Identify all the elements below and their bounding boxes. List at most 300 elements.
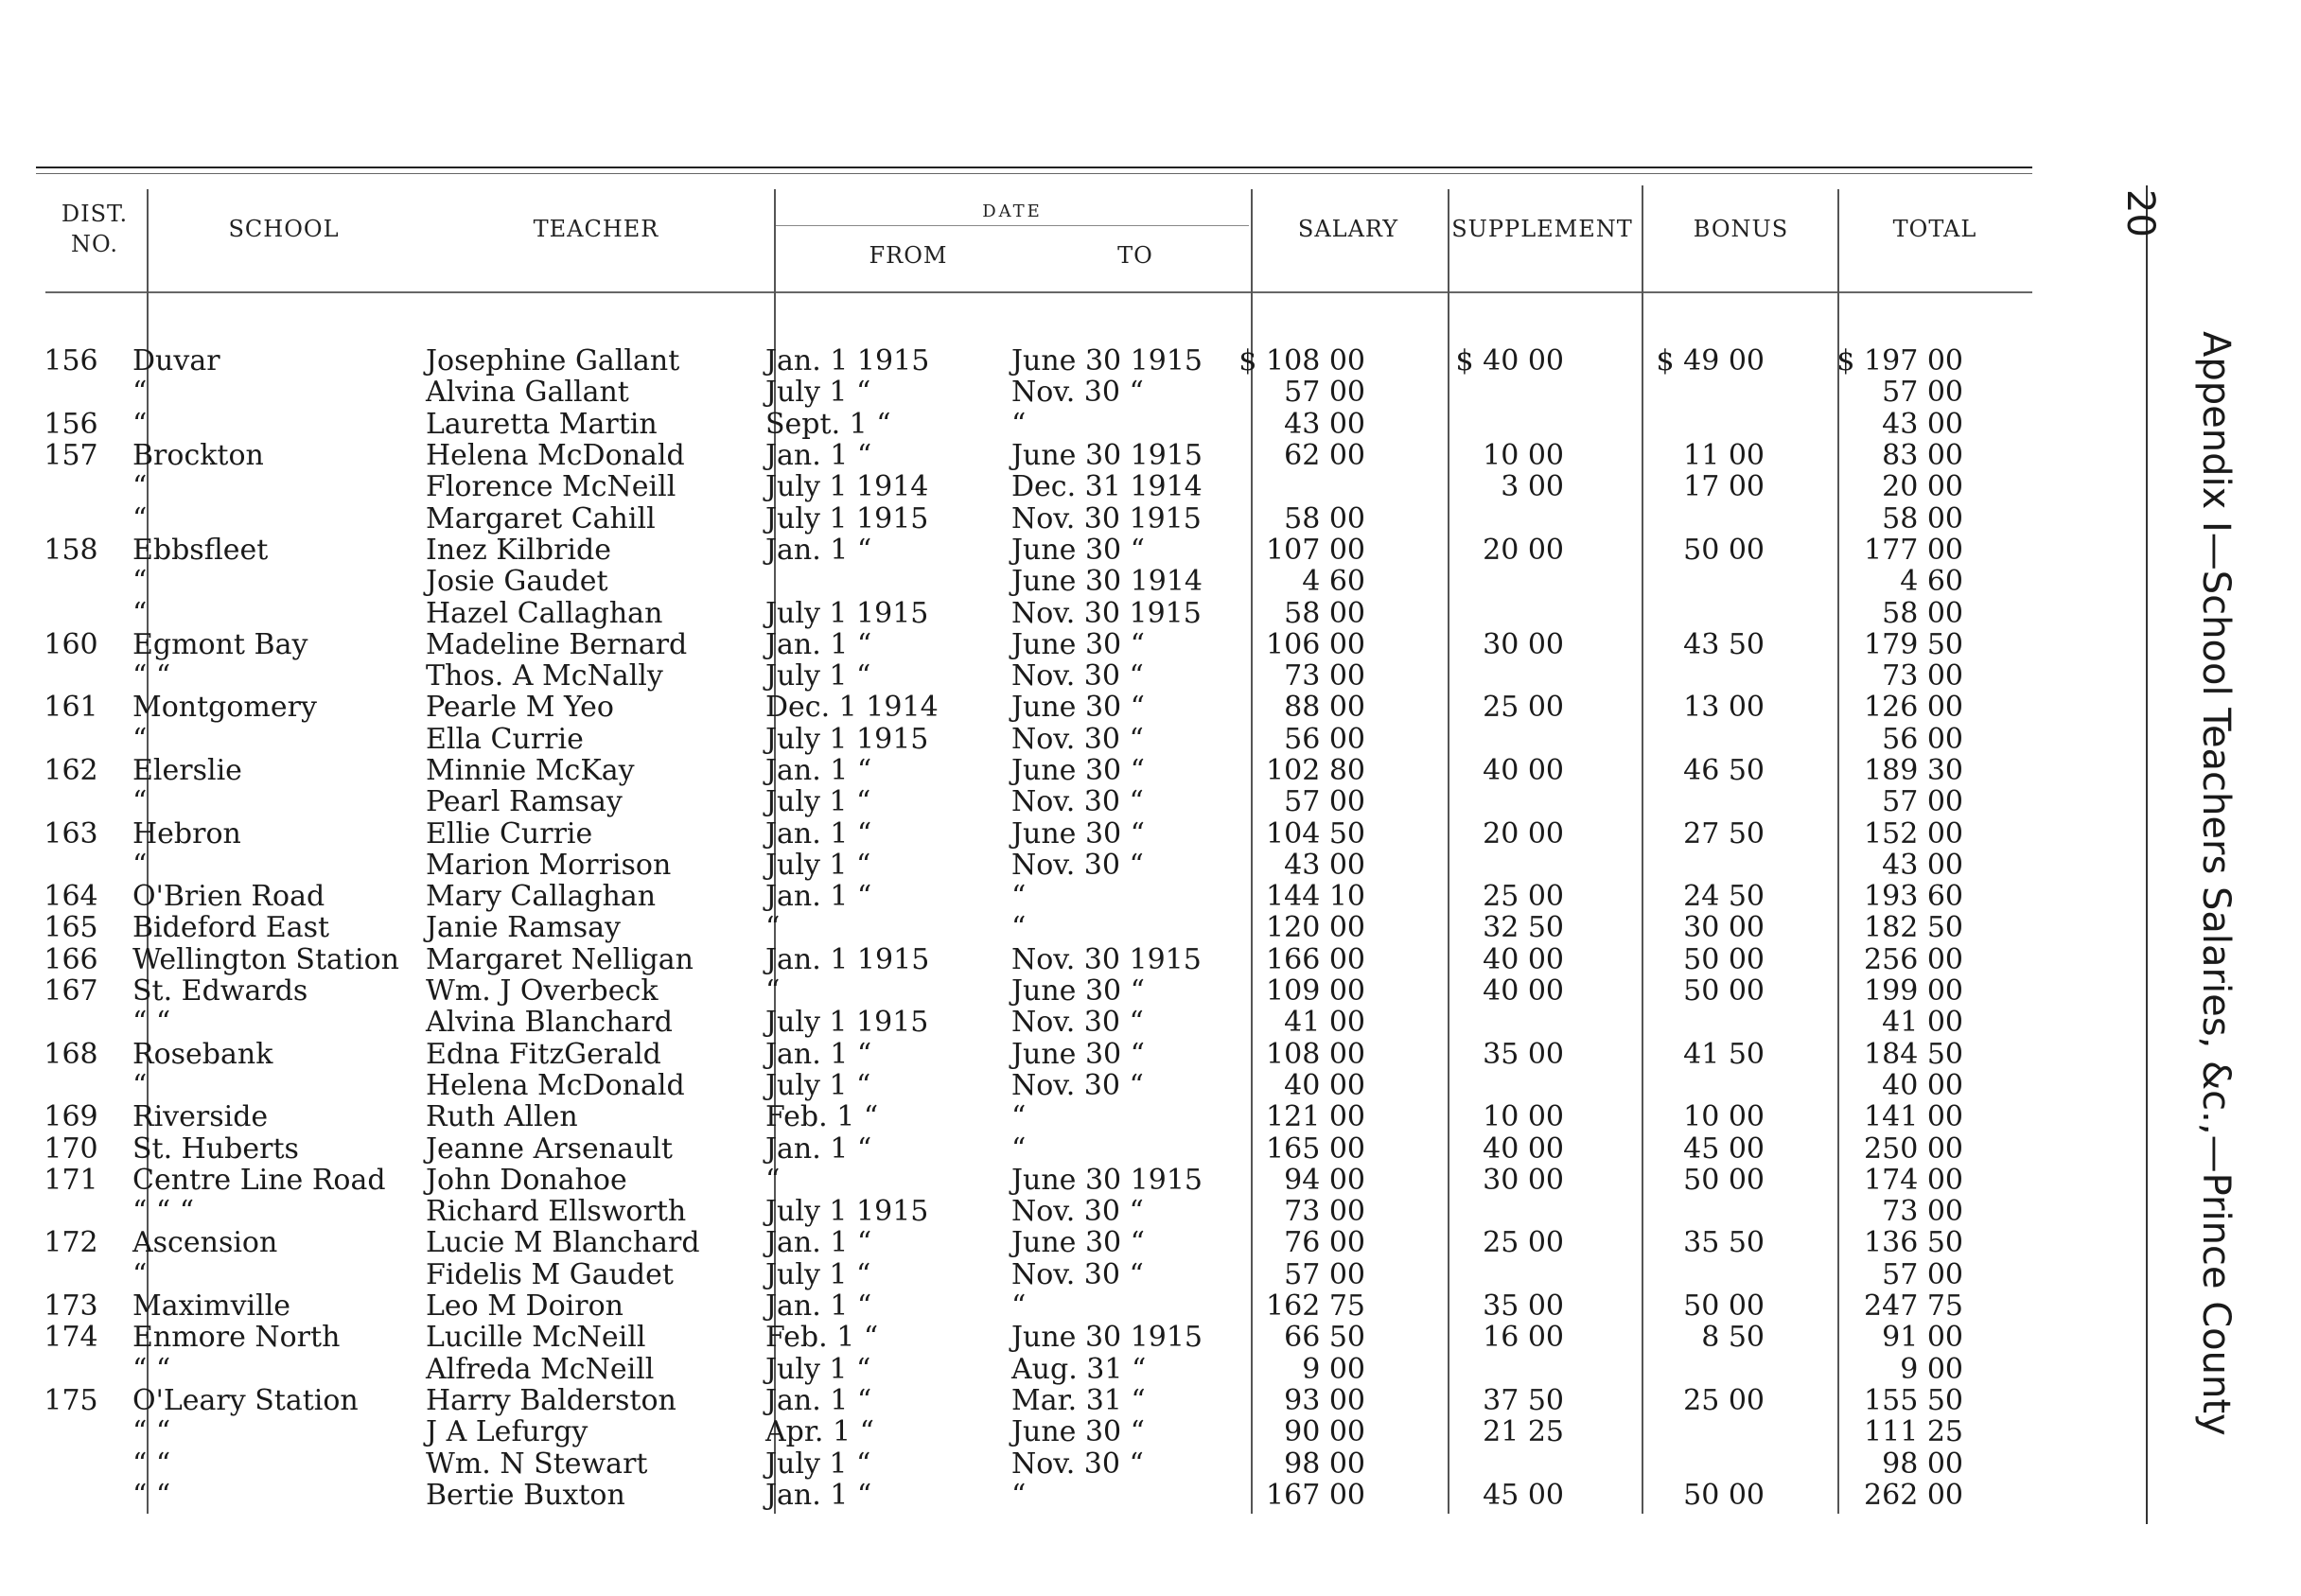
salary-cell: 90 00 xyxy=(1284,1415,1365,1449)
school-cell: “ “ “ xyxy=(132,1195,195,1229)
supplement-cell: 20 00 xyxy=(1483,533,1564,567)
salary-cell: 94 00 xyxy=(1284,1163,1365,1197)
bonus-cell xyxy=(1564,786,1765,817)
dist-no-cell xyxy=(0,660,123,692)
date-to-cell: June 30 1915 xyxy=(1011,1163,1203,1197)
teacher-cell: J A Lefurgy xyxy=(426,1415,588,1449)
dist-no-cell xyxy=(0,566,123,597)
supplement-cell: 37 50 xyxy=(1483,1383,1564,1417)
school-cell: St. Edwards xyxy=(132,974,308,1008)
salary-cell: 43 00 xyxy=(1284,848,1365,882)
school-cell: Ebbsfleet xyxy=(132,533,269,567)
table-row xyxy=(0,1322,1963,1353)
date-from-cell: Jan. 1 “ xyxy=(765,1226,872,1260)
table-row xyxy=(0,881,1963,912)
date-to-cell: Nov. 30 “ xyxy=(1011,848,1144,882)
total-cell: 57 00 xyxy=(1882,1257,1963,1291)
salary-cell: 56 00 xyxy=(1284,722,1365,756)
total-cell: 56 00 xyxy=(1882,722,1963,756)
teacher-cell: Florence McNeill xyxy=(426,470,676,504)
supplement-cell xyxy=(1365,850,1564,881)
teacher-cell: Harry Balderston xyxy=(426,1383,676,1417)
teacher-cell: Thos. A McNally xyxy=(426,659,663,693)
bonus-cell xyxy=(1564,409,1765,440)
supplement-cell: 25 00 xyxy=(1483,880,1564,914)
salary-cell: 104 50 xyxy=(1266,816,1365,851)
dist-no-cell xyxy=(0,1259,123,1290)
salary-cell: 144 10 xyxy=(1266,880,1365,914)
salary-cell: 58 00 xyxy=(1284,501,1365,535)
salary-cell: 62 00 xyxy=(1284,439,1365,473)
supplement-cell: 30 00 xyxy=(1483,1163,1564,1197)
total-cell: $ 197 00 xyxy=(1836,344,1963,378)
date-to-cell: Nov. 30 “ xyxy=(1011,1195,1144,1229)
date-from-cell: Jan. 1 1915 xyxy=(765,344,930,378)
date-to-cell: June 30 “ xyxy=(1011,754,1146,787)
dist-no-cell: 173 xyxy=(44,1289,98,1324)
teacher-cell: Pearle M Yeo xyxy=(426,691,614,725)
table-row xyxy=(0,629,1963,660)
supplement-cell: 45 00 xyxy=(1483,1478,1564,1512)
total-cell: 43 00 xyxy=(1882,407,1963,441)
salary-cell: 41 00 xyxy=(1284,1006,1365,1040)
date-to-cell: “ xyxy=(1011,1478,1027,1512)
table-row xyxy=(0,1132,1963,1164)
date-from-cell: “ xyxy=(765,974,781,1008)
salary-cell: 93 00 xyxy=(1284,1383,1365,1417)
table-row xyxy=(0,692,1963,723)
supplement-cell xyxy=(1365,566,1564,597)
dist-no-cell: 161 xyxy=(44,691,98,725)
dist-no-cell xyxy=(0,1480,123,1511)
school-cell: Hebron xyxy=(132,816,241,851)
school-cell: “ “ xyxy=(132,1447,171,1481)
bonus-cell: 27 50 xyxy=(1683,816,1765,851)
date-to-cell: June 30 “ xyxy=(1011,1415,1146,1449)
header-dist-no xyxy=(38,199,151,259)
date-from-cell: July 1 “ xyxy=(765,659,871,693)
table-row xyxy=(0,755,1963,786)
bonus-cell: 30 00 xyxy=(1683,911,1765,945)
table-row xyxy=(0,502,1963,534)
date-from-cell: Jan. 1 “ xyxy=(765,439,872,473)
bonus-cell: 17 00 xyxy=(1683,470,1765,504)
supplement-cell: 25 00 xyxy=(1483,1226,1564,1260)
supplement-cell: 40 00 xyxy=(1483,1131,1564,1166)
dist-no-cell xyxy=(0,1416,123,1447)
salary-cell: 88 00 xyxy=(1284,691,1365,725)
bonus-cell: 13 00 xyxy=(1683,691,1765,725)
dist-no-cell xyxy=(0,597,123,628)
bonus-cell xyxy=(1564,1447,1765,1479)
table-row xyxy=(0,1290,1963,1322)
school-cell: “ “ xyxy=(132,1478,171,1512)
salary-cell: 66 50 xyxy=(1284,1321,1365,1355)
table-row xyxy=(0,1227,1963,1258)
bonus-cell: 50 00 xyxy=(1683,942,1765,976)
salary-cell: 98 00 xyxy=(1284,1447,1365,1481)
school-cell: O'Leary Station xyxy=(132,1383,359,1417)
dist-no-cell xyxy=(0,724,123,755)
dist-no-cell xyxy=(0,1070,123,1101)
school-cell: Brockton xyxy=(132,439,264,473)
supplement-cell: 32 50 xyxy=(1483,911,1564,945)
school-cell: Rosebank xyxy=(132,1037,273,1071)
table-row xyxy=(0,440,1963,471)
bonus-cell: 50 00 xyxy=(1683,974,1765,1008)
table-row xyxy=(0,471,1963,502)
date-to-cell: June 30 “ xyxy=(1011,627,1146,661)
date-from-cell: Jan. 1 “ xyxy=(765,754,872,787)
bonus-cell xyxy=(1564,724,1765,755)
table-row xyxy=(0,975,1963,1007)
supplement-cell xyxy=(1365,502,1564,534)
date-from-cell: July 1 1915 xyxy=(765,1195,929,1229)
teacher-cell: Bertie Buxton xyxy=(426,1478,625,1512)
teacher-cell: Leo M Doiron xyxy=(426,1289,624,1324)
teacher-cell: Margaret Nelligan xyxy=(426,942,694,976)
salary-cell: 73 00 xyxy=(1284,659,1365,693)
date-to-cell: Dec. 31 1914 xyxy=(1011,470,1203,504)
table-row xyxy=(0,377,1963,408)
teacher-cell: Madeline Bernard xyxy=(426,627,688,661)
salary-cell: 9 00 xyxy=(1302,1352,1365,1386)
teacher-cell: Alvina Gallant xyxy=(426,376,629,410)
date-from-cell: July 1 “ xyxy=(765,1447,871,1481)
dist-no-cell xyxy=(0,1447,123,1479)
dist-no-cell: 171 xyxy=(44,1163,98,1197)
school-cell: Elerslie xyxy=(132,754,242,787)
bonus-cell xyxy=(1564,1259,1765,1290)
total-cell: 184 50 xyxy=(1864,1037,1963,1071)
total-cell: 179 50 xyxy=(1864,627,1963,661)
school-cell: Enmore North xyxy=(132,1321,341,1355)
school-cell: “ xyxy=(132,565,148,599)
dist-no-cell: 160 xyxy=(44,627,98,661)
header-school: SCHOOL xyxy=(228,216,340,242)
dist-no-cell: 168 xyxy=(44,1037,98,1071)
table-row xyxy=(0,1354,1963,1385)
supplement-cell: 21 25 xyxy=(1483,1415,1564,1449)
supplement-cell xyxy=(1365,786,1564,817)
salary-cell: 58 00 xyxy=(1284,596,1365,630)
school-cell: “ xyxy=(132,1257,148,1291)
date-to-cell: Nov. 30 “ xyxy=(1011,722,1144,756)
bonus-cell: 46 50 xyxy=(1683,754,1765,787)
date-to-cell: Nov. 30 “ xyxy=(1011,1447,1144,1481)
date-from-cell: July 1 1914 xyxy=(765,470,929,504)
table-row xyxy=(0,1259,1963,1290)
total-cell: 58 00 xyxy=(1882,596,1963,630)
teacher-cell: Wm. J Overbeck xyxy=(426,974,659,1008)
total-cell: 40 00 xyxy=(1882,1068,1963,1102)
supplement-cell: 40 00 xyxy=(1483,754,1564,787)
salary-cell: 162 75 xyxy=(1266,1289,1365,1324)
date-from-cell xyxy=(762,566,1008,597)
date-from-cell: “ xyxy=(765,911,781,945)
dist-no-cell: 156 xyxy=(44,407,98,441)
salary-cell: 120 00 xyxy=(1266,911,1365,945)
teacher-cell: Lucie M Blanchard xyxy=(426,1226,700,1260)
salary-cell: 121 00 xyxy=(1266,1100,1365,1134)
date-to-cell: June 30 1915 xyxy=(1011,439,1203,473)
date-to-cell: June 30 1914 xyxy=(1011,565,1203,599)
teacher-cell: Jeanne Arsenault xyxy=(426,1131,673,1166)
dist-no-cell xyxy=(0,1007,123,1038)
supplement-cell xyxy=(1365,1070,1564,1101)
date-from-cell: Feb. 1 “ xyxy=(765,1321,879,1355)
date-to-cell: Nov. 30 “ xyxy=(1011,659,1144,693)
bonus-cell: 50 00 xyxy=(1683,1163,1765,1197)
salary-cell: 40 00 xyxy=(1284,1068,1365,1102)
school-cell: St. Huberts xyxy=(132,1131,299,1166)
dist-no-cell: 172 xyxy=(44,1226,98,1260)
date-from-cell: Dec. 1 1914 xyxy=(765,691,939,725)
school-cell: “ xyxy=(132,407,148,441)
dist-no-cell xyxy=(0,471,123,502)
total-cell: 174 00 xyxy=(1864,1163,1963,1197)
supplement-cell: 3 00 xyxy=(1501,470,1564,504)
bonus-cell: 24 50 xyxy=(1683,880,1765,914)
total-cell: 41 00 xyxy=(1882,1006,1963,1040)
school-cell: “ xyxy=(132,376,148,410)
date-to-cell: Nov. 30 “ xyxy=(1011,1068,1144,1102)
school-cell: “ xyxy=(132,722,148,756)
supplement-cell: 16 00 xyxy=(1483,1321,1564,1355)
dist-no-cell: 163 xyxy=(44,816,98,851)
date-to-cell: “ xyxy=(1011,407,1027,441)
date-to-cell: June 30 “ xyxy=(1011,1226,1146,1260)
date-from-cell: Jan. 1 “ xyxy=(765,533,872,567)
school-cell: “ xyxy=(132,470,148,504)
date-from-cell: July 1 1915 xyxy=(765,501,929,535)
header-date: DATE xyxy=(982,202,1043,221)
top-rule-2 xyxy=(36,173,2032,174)
teacher-cell: Josephine Gallant xyxy=(426,344,680,378)
table-row xyxy=(0,566,1963,597)
supplement-cell: 10 00 xyxy=(1483,439,1564,473)
header-from: FROM xyxy=(869,242,948,269)
date-to-cell: June 30 1915 xyxy=(1011,1321,1203,1355)
dist-no-cell: 165 xyxy=(44,911,98,945)
date-to-cell: Nov. 30 1915 xyxy=(1011,942,1202,976)
teacher-cell: Josie Gaudet xyxy=(426,565,608,599)
dist-no-cell: 162 xyxy=(44,754,98,787)
teacher-cell: Hazel Callaghan xyxy=(426,596,663,630)
table-row xyxy=(0,850,1963,881)
dist-no-cell: 174 xyxy=(44,1321,98,1355)
date-to-cell: June 30 “ xyxy=(1011,1037,1146,1071)
date-from-cell: Jan. 1 1915 xyxy=(765,942,930,976)
bonus-cell: 50 00 xyxy=(1683,1289,1765,1324)
teacher-cell: Wm. N Stewart xyxy=(426,1447,648,1481)
total-cell: 91 00 xyxy=(1882,1321,1963,1355)
date-from-cell: July 1 1915 xyxy=(765,722,929,756)
bonus-cell: 10 00 xyxy=(1683,1100,1765,1134)
table-row xyxy=(0,1416,1963,1447)
date-to-cell: June 30 “ xyxy=(1011,691,1146,725)
total-cell: 152 00 xyxy=(1864,816,1963,851)
salary-cell: 167 00 xyxy=(1266,1478,1365,1512)
table-row xyxy=(0,724,1963,755)
salary-cell: 165 00 xyxy=(1266,1131,1365,1166)
school-cell: Duvar xyxy=(132,344,220,378)
salary-cell: 76 00 xyxy=(1284,1226,1365,1260)
total-cell: 141 00 xyxy=(1864,1100,1963,1134)
header-total: TOTAL xyxy=(1892,216,1977,242)
date-to-cell: June 30 “ xyxy=(1011,816,1146,851)
dist-no-cell: 170 xyxy=(44,1131,98,1166)
dist-no-cell xyxy=(0,786,123,817)
school-cell: “ xyxy=(132,785,148,819)
dist-no-cell xyxy=(0,850,123,881)
school-cell: “ “ xyxy=(132,1352,171,1386)
date-to-cell: Nov. 30 1915 xyxy=(1011,501,1202,535)
teacher-cell: John Donahoe xyxy=(426,1163,627,1197)
date-from-cell: July 1 “ xyxy=(765,1352,871,1386)
supplement-cell: 20 00 xyxy=(1483,816,1564,851)
date-to-cell: “ xyxy=(1011,1131,1027,1166)
date-from-cell: “ xyxy=(765,1163,781,1197)
bonus-cell xyxy=(1564,377,1765,408)
table-row xyxy=(0,1480,1963,1511)
total-cell: 4 60 xyxy=(1900,565,1963,599)
teacher-cell: Ruth Allen xyxy=(426,1100,578,1134)
total-cell: 73 00 xyxy=(1882,659,1963,693)
salary-cell: $ 108 00 xyxy=(1238,344,1365,378)
school-cell: Maximville xyxy=(132,1289,291,1324)
teacher-cell: Alvina Blanchard xyxy=(426,1006,673,1040)
salary-cell: 106 00 xyxy=(1266,627,1365,661)
bonus-cell: 8 50 xyxy=(1701,1321,1765,1355)
table-row xyxy=(0,1447,1963,1479)
running-head: Appendix I—School Teachers Salaries, &c.,—Prince County xyxy=(2194,331,2238,1436)
school-cell: “ “ xyxy=(132,659,171,693)
date-from-cell: Jan. 1 “ xyxy=(765,1131,872,1166)
teacher-cell: Mary Callaghan xyxy=(426,880,657,914)
total-cell: 136 50 xyxy=(1864,1226,1963,1260)
salary-cell: 108 00 xyxy=(1266,1037,1365,1071)
teacher-cell: Helena McDonald xyxy=(426,439,685,473)
teacher-cell: Ella Currie xyxy=(426,722,584,756)
bonus-cell: 43 50 xyxy=(1683,627,1765,661)
total-cell: 83 00 xyxy=(1882,439,1963,473)
bonus-cell xyxy=(1564,1196,1765,1227)
header-salary: SALARY xyxy=(1297,216,1399,242)
supplement-cell: 40 00 xyxy=(1483,974,1564,1008)
teacher-cell: Fidelis M Gaudet xyxy=(426,1257,674,1291)
bonus-cell: 45 00 xyxy=(1683,1131,1765,1166)
date-to-cell: “ xyxy=(1011,1100,1027,1134)
date-from-cell: Jan. 1 “ xyxy=(765,627,872,661)
date-to-cell: “ xyxy=(1011,911,1027,945)
dist-no-cell: 164 xyxy=(44,880,98,914)
date-from-cell: Jan. 1 “ xyxy=(765,1383,872,1417)
date-from-cell: Sept. 1 “ xyxy=(765,407,891,441)
date-to-cell: Nov. 30 1915 xyxy=(1011,596,1202,630)
total-cell: 9 00 xyxy=(1900,1352,1963,1386)
salary-cell: 166 00 xyxy=(1266,942,1365,976)
teacher-cell: Ellie Currie xyxy=(426,816,593,851)
table-row xyxy=(0,1101,1963,1132)
total-cell: 126 00 xyxy=(1864,691,1963,725)
total-cell: 256 00 xyxy=(1864,942,1963,976)
total-cell: 247 75 xyxy=(1864,1289,1963,1324)
salary-cell: 43 00 xyxy=(1284,407,1365,441)
school-cell: “ xyxy=(132,596,148,630)
teacher-cell: Minnie McKay xyxy=(426,754,635,787)
table-row xyxy=(0,1039,1963,1070)
total-cell: 250 00 xyxy=(1864,1131,1963,1166)
school-cell: “ xyxy=(132,501,148,535)
date-from-cell: July 1 “ xyxy=(765,785,871,819)
salary-table xyxy=(0,345,1963,1511)
salary-cell: 102 80 xyxy=(1266,754,1365,787)
supplement-cell xyxy=(1365,597,1564,628)
total-cell: 111 25 xyxy=(1864,1415,1963,1449)
bonus-cell: 11 00 xyxy=(1683,439,1765,473)
teacher-cell: Inez Kilbride xyxy=(426,533,611,567)
bonus-cell xyxy=(1564,597,1765,628)
table-row xyxy=(0,817,1963,849)
school-cell: Bideford East xyxy=(132,911,330,945)
page-number: 20 xyxy=(2118,189,2162,237)
school-cell: Riverside xyxy=(132,1100,269,1134)
supplement-cell xyxy=(1365,1196,1564,1227)
header-bonus: BONUS xyxy=(1693,216,1789,242)
bonus-cell xyxy=(1564,1070,1765,1101)
salary-cell: 109 00 xyxy=(1266,974,1365,1008)
supplement-cell xyxy=(1365,724,1564,755)
date-from-cell: Jan. 1 “ xyxy=(765,1289,872,1324)
salary-cell: 4 60 xyxy=(1302,565,1365,599)
top-rule xyxy=(36,167,2032,168)
table-row xyxy=(0,1196,1963,1227)
teacher-cell: Margaret Cahill xyxy=(426,501,656,535)
total-cell: 182 50 xyxy=(1864,911,1963,945)
bonus-cell xyxy=(1564,566,1765,597)
date-to-cell: Mar. 31 “ xyxy=(1011,1383,1146,1417)
salary-cell: 57 00 xyxy=(1284,1257,1365,1291)
teacher-cell: Lucille McNeill xyxy=(426,1321,646,1355)
header-bottom-rule xyxy=(45,291,2032,293)
teacher-cell: Edna FitzGerald xyxy=(426,1037,661,1071)
bonus-cell xyxy=(1564,502,1765,534)
supplement-cell: 35 00 xyxy=(1483,1289,1564,1324)
date-from-cell: July 1 “ xyxy=(765,848,871,882)
dist-no-cell xyxy=(0,502,123,534)
total-cell: 98 00 xyxy=(1882,1447,1963,1481)
table-row xyxy=(0,535,1963,566)
supplement-cell: 25 00 xyxy=(1483,691,1564,725)
salary-cell: 57 00 xyxy=(1284,376,1365,410)
school-cell: “ “ xyxy=(132,1006,171,1040)
header-to: TO xyxy=(1117,242,1153,269)
teacher-cell: Helena McDonald xyxy=(426,1068,685,1102)
date-to-cell: “ xyxy=(1011,1289,1027,1324)
teacher-cell: Pearl Ramsay xyxy=(426,785,623,819)
dist-no-cell: 169 xyxy=(44,1100,98,1134)
teacher-cell: Lauretta Martin xyxy=(426,407,658,441)
total-cell: 58 00 xyxy=(1882,501,1963,535)
bonus-cell: 41 50 xyxy=(1683,1037,1765,1071)
table-row xyxy=(0,1385,1963,1416)
date-from-cell: July 1 “ xyxy=(765,1257,871,1291)
table-row xyxy=(0,786,1963,817)
right-margin-rule xyxy=(2146,185,2148,1524)
school-cell: “ xyxy=(132,1068,148,1102)
bonus-cell: 50 00 xyxy=(1683,1478,1765,1512)
